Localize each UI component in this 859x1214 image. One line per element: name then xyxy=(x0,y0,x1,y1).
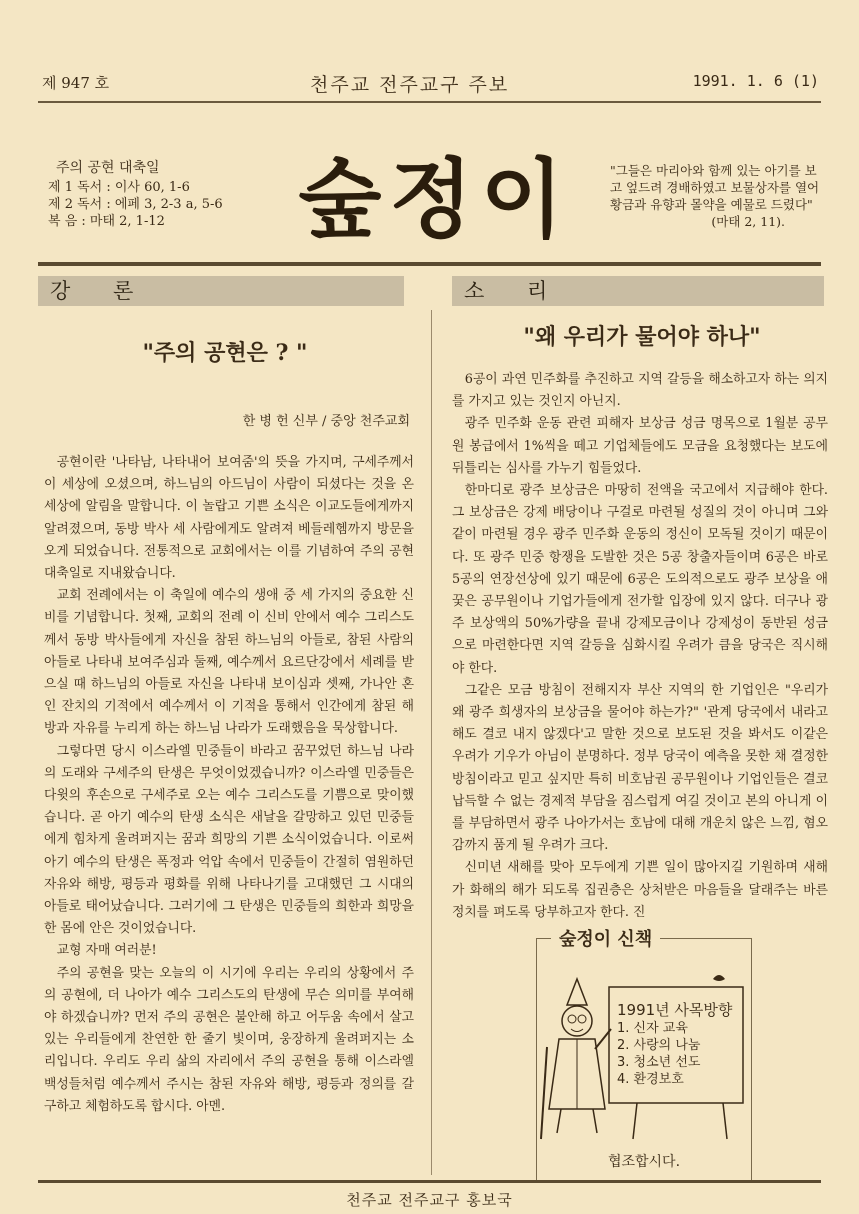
masthead-title: 숲정이 xyxy=(298,150,572,250)
quote-reference: (마태 2, 11). xyxy=(711,214,785,229)
board-item: 3. 청소년 선도 xyxy=(617,1055,701,1070)
quote-text: "그들은 마리아와 함께 있는 아기를 보고 엎드려 경배하였고 보물상자를 열어 황금과 유향과 몰약을 예물로 드렸다" xyxy=(610,163,820,212)
section-bar-voice: 소 리 xyxy=(452,276,824,306)
paragraph: 6공이 과연 민주화를 추진하고 지역 갈등을 해소하고자 하는 의지를 가지고 있는 것인지 아닌지. xyxy=(452,372,828,410)
board-item: 4. 환경보호 xyxy=(617,1072,684,1087)
paragraph: 신미년 새해를 맞아 모두에게 기쁜 일이 많아지길 기원하며 새해가 화해의 해가 되도록 집권층은 상처받은 마음들을 달래주는 바른 정치를 펴도록 당부하고자 한다. 진 xyxy=(452,860,828,920)
reading-1: 제 1 독서 : 이사 60, 1-6 xyxy=(48,180,190,195)
issue-date: 1991. 1. 6 (1) xyxy=(692,72,819,90)
footer: 천주교 전주교구 홍보국 xyxy=(38,1180,821,1210)
board-item: 2. 사랑의 나눔 xyxy=(617,1038,701,1053)
occasion: 주의 공현 대축일 xyxy=(56,160,160,176)
paragraph: 공현이란 '나타남, 나타내어 보여줌'의 뜻을 가지며, 구세주께서 이 세상에 오셨으며, 하느님의 아드님이 사람이 되셨다는 것을 온 세상에 알림을 말합니다. 이 놀랍고 기쁜 소식은 이교도들에게까지 알려졌으며, 동방 박사 세 사람에게도 알려져 베들레헴까지 방문을 오게 되었습니다. 전통적으로 교회에서는 이를 기념하여 주의 공현 대축일로 지내왔습니다. xyxy=(44,455,414,582)
editorial-title: "왜 우리가 물어야 하나" xyxy=(523,324,761,350)
column-divider xyxy=(431,310,432,1175)
cartoon-caption: 숲정이 신책 xyxy=(551,925,660,951)
board-item: 1. 신자 교육 xyxy=(617,1021,688,1036)
editorial-body xyxy=(452,369,828,924)
cartoon-board xyxy=(617,999,737,1088)
paragraph: 광주 민주화 운동 관련 피해자 보상금 성금 명목으로 1월분 공무원 봉급에서 1%씩을 떼고 기업체들에도 모금을 요청했다는 보도에 뒤틀리는 심사를 가누기 힘들었다. xyxy=(452,416,828,476)
section-bar-homily: 강 론 xyxy=(38,276,404,306)
homily-title: "주의 공현은 ? " xyxy=(142,340,308,366)
reading-3: 복 음 : 마태 2, 1-12 xyxy=(48,214,165,229)
reading-2: 제 2 독서 : 에페 3, 2-3 a, 5-6 xyxy=(48,197,223,212)
board-year: 1991년 사목방향 xyxy=(617,1001,733,1019)
masthead-rule xyxy=(38,262,821,266)
paragraph: 교회 전례에서는 이 축일에 예수의 생애 중 세 가지의 중요한 신비를 기념합니다. 첫째, 교회의 전례 이 신비 안에서 예수 그리스도께서 동방 박사들에게 자신을 참된 하느님의 아들로, 참된 사람의 아들로 나타내 보여주심과 둘째, 예수께서 요르단강에서 세례를 받으실 때 하느님의 아들로 자신을 나타내 보이심과 셋째, 가나안 혼인 잔치의 기적에서 예수께서 이 기적을 통해서 인간에게 참된 해방과 자유를 누리게 하는 하느님 나라가 도래했음을 묵상합니다. xyxy=(44,588,414,737)
issue-number: 제 947 호 xyxy=(42,74,110,92)
header-line xyxy=(42,72,819,96)
homily-body xyxy=(44,452,414,1118)
paragraph: 그렇다면 당시 이스라엘 민중들이 바라고 꿈꾸었던 하느님 나라의 도래와 구세주의 탄생은 무엇이었겠습니까? 이스라엘 민중들은 다윗의 후손으로 구세주로 오는 예수 그리스도를 기쁨으로 맞이했습니다. 곧 아기 예수의 탄생 소식은 새날을 갈망하고 있던 민중들에게 힘차게 울려퍼지는 꿈과 희망의 기쁜 소식이었습니다. 이로써 아기 예수의 탄생은 폭정과 억압 속에서 민중들이 간절히 염원하던 자유와 해방, 평등과 평화를 위해 나타나기를 고대했던 그 시대의 아들로 태어났습니다. 그러기에 그 탄생은 민중들의 희한과 희망을 한 몸에 안은 것이었습니다. xyxy=(44,743,414,937)
paragraph: 주의 공현을 맞는 오늘의 이 시기에 우리는 우리의 상황에서 주의 공현에, 더 나아가 예수 그리스도의 탄생에 무슨 의미를 부여해야 하겠습니까? 먼저 주의 공현은 불안해 하고 어두움 속에서 살고 있는 우리들에게 찬연한 한 줄기 빛이며, 웅장하게 울려퍼지는 소리입니다. 우리도 우리 삶의 자리에서 주의 공현을 통해 이스라엘 백성들처럼 예수께서 주시는 참된 자유와 해방, 평등과 정의를 갈구하고 체험하도록 합시다. 아멘. xyxy=(44,965,414,1114)
paragraph: 한마디로 광주 보상금은 마땅히 전액을 국고에서 지급해야 한다. 그 보상금은 강제 배당이나 구걸로 마련될 성질의 것이 아니며 그와 같이 마련될 경우 광주 민주화 운동의 정신이 모독될 것이기 때문이다. 또 광주 민중 항쟁을 도발한 것은 5공 창출자들이며 6공은 바로 5공의 연장선상에 있기 때문에 6공은 도의적으로도 광주 보상을 애꿎은 공무원이나 기업가들에게 전가할 입장에 있지 않다. 더구나 광주 보상액의 50%가량을 끝내 강제모금이나 강제성이 동반된 성금으로 마련한다면 지역 갈등을 심화시킬 우려가 큼을 당국은 직시해야 한다. xyxy=(452,483,828,676)
cartoon-box xyxy=(536,929,752,1182)
homily-byline: 한 병 헌 신부 / 중앙 천주교회 xyxy=(242,414,410,429)
scripture-quote xyxy=(610,162,825,230)
paragraph: 교형 자매 여러분! xyxy=(56,943,157,959)
paragraph: 그같은 모금 방침이 전해지자 부산 지역의 한 기업인은 "우리가 왜 광주 희생자의 보상금을 물어야 하는가?" '관계 당국에서 내라고 해도 결코 내지 않겠다'고 말한 것으로 보도된 것을 봐서도 이같은 우려가 기우가 아님이 분명하다. 정부 당국이 예측을 못한 채 결정한 방침이라고 믿고 싶지만 특히 비호남권 공무원이나 기업인들은 결코 납득할 수 없는 경제적 부담을 짐스럽게 여길 것이고 본의 아니게 이를 부담하면서 광주 나아가서는 호남에 대해 개운치 않은 느낌, 혐오감까지 품게 될 우려가 크다. xyxy=(452,682,828,854)
cartoon-thanks: 협조합시다. xyxy=(607,1154,681,1170)
top-rule xyxy=(38,101,821,103)
publisher-name: 천주교 전주교구 주보 xyxy=(310,74,510,96)
readings-block xyxy=(48,160,258,230)
